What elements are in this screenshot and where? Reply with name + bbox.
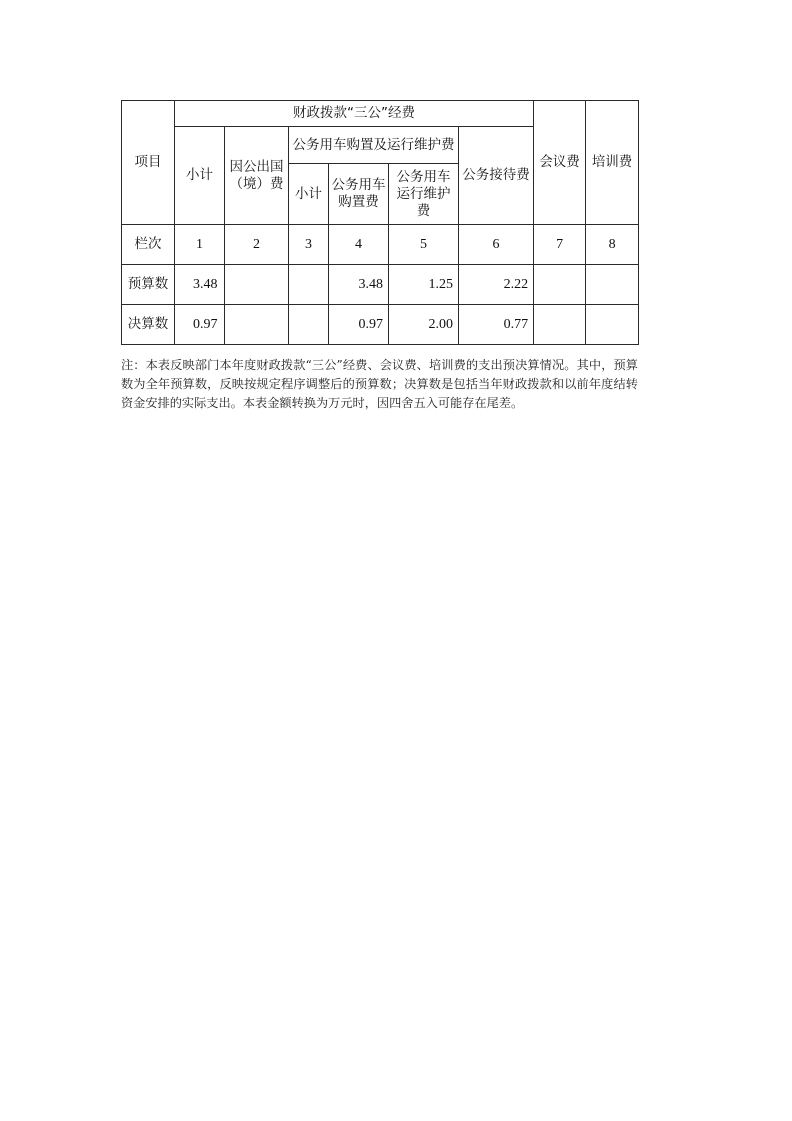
header-abroad: 因公出国（境）费 [225, 127, 289, 225]
budget-cell: 3.48 [175, 265, 225, 305]
header-subtotal: 小计 [175, 127, 225, 225]
column-number: 4 [329, 225, 389, 265]
budget-cell [225, 265, 289, 305]
column-number: 1 [175, 225, 225, 265]
table-row [122, 265, 639, 305]
final-cell: 2.00 [389, 305, 459, 345]
final-cell [534, 305, 586, 345]
budget-cell [586, 265, 639, 305]
final-cell: 0.97 [329, 305, 389, 345]
column-number: 2 [225, 225, 289, 265]
table-row [122, 225, 639, 265]
table-row [122, 305, 639, 345]
final-cell [225, 305, 289, 345]
header-training: 培训费 [586, 101, 639, 225]
column-number: 3 [289, 225, 329, 265]
row-label-final: 决算数 [122, 305, 175, 345]
three-public-expenses-table [121, 100, 639, 345]
budget-cell: 2.22 [459, 265, 534, 305]
header-group-three-public: 财政拨款“三公”经费 [175, 101, 534, 127]
final-cell: 0.97 [175, 305, 225, 345]
budget-cell [534, 265, 586, 305]
header-reception: 公务接待费 [459, 127, 534, 225]
column-number: 7 [534, 225, 586, 265]
row-label-budget: 预算数 [122, 265, 175, 305]
column-number: 8 [586, 225, 639, 265]
header-meeting: 会议费 [534, 101, 586, 225]
header-vehicle-subtotal: 小计 [289, 164, 329, 225]
column-number: 6 [459, 225, 534, 265]
budget-cell [289, 265, 329, 305]
header-vehicle-operation: 公务用车运行维护费 [389, 164, 459, 225]
column-number: 5 [389, 225, 459, 265]
header-vehicle-group: 公务用车购置及运行维护费 [289, 127, 459, 164]
budget-cell: 1.25 [389, 265, 459, 305]
final-cell: 0.77 [459, 305, 534, 345]
final-cell [586, 305, 639, 345]
budget-cell: 3.48 [329, 265, 389, 305]
header-vehicle-purchase: 公务用车购置费 [329, 164, 389, 225]
row-label-column: 栏次 [122, 225, 175, 265]
final-cell [289, 305, 329, 345]
table-footnote: 注：本表反映部门本年度财政拨款“三公”经费、会议费、培训费的支出预决算情况。其中，预算数为全年预算数，反映按规定程序调整后的预算数；决算数是包括当年财政拨款和以前年度结转资金安排的实际支出。本表金额转换为万元时，因四舍五入可能存在尾差。 [121, 358, 638, 410]
header-item: 项目 [122, 101, 175, 225]
